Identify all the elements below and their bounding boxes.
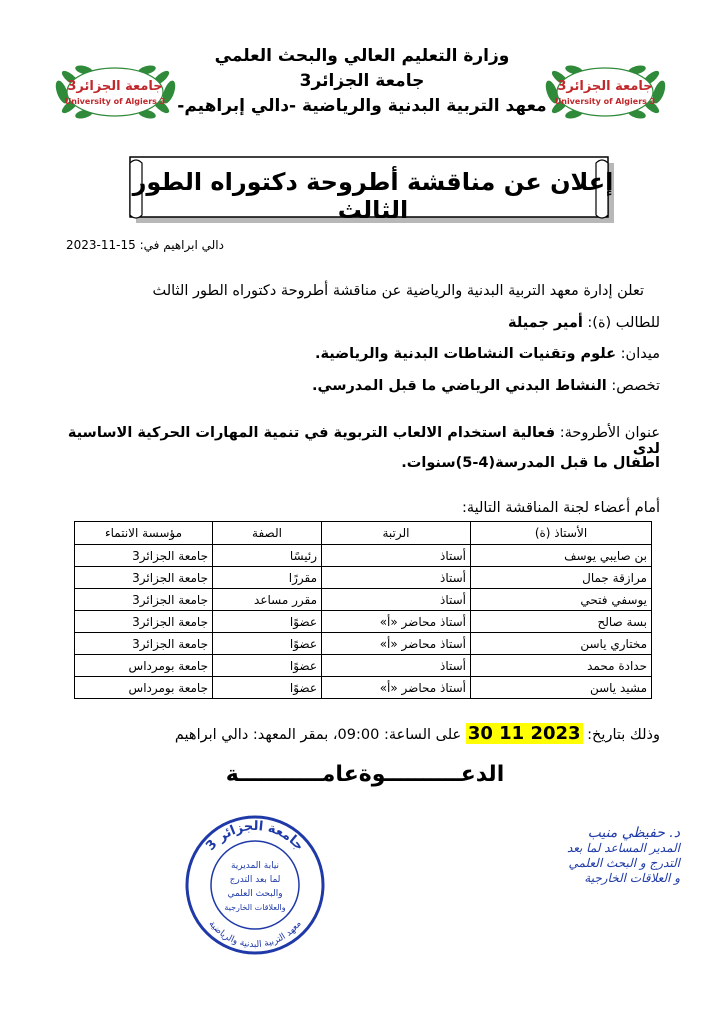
- signature-name: د. حفيظي منيب: [587, 825, 680, 841]
- thesis-title-1: فعالية استخدام الالعاب التربوية في تنمية المهارات الحركية الاساسية لدى: [67, 425, 660, 457]
- cell-institution: جامعة الجزائر3: [75, 611, 213, 633]
- cell-role: رئيسًا: [213, 545, 322, 567]
- stamp-inner-2: لما بعد التدرج: [229, 875, 281, 885]
- jury-table: [74, 521, 652, 699]
- cell-name: مشيد ياسن: [471, 677, 652, 699]
- university-title: جامعة الجزائر3: [299, 71, 425, 91]
- table-row: [75, 611, 652, 633]
- cell-name: بن صايبي يوسف: [471, 545, 652, 567]
- signature-line-1: المدير المساعد لما بعد: [566, 841, 680, 855]
- logo-text-en: University of Algiers 3: [64, 97, 166, 106]
- institute-title: معهد التربية البدنية والرياضية -دالي إبراهيم-: [177, 96, 547, 116]
- thesis-line-2: [60, 455, 660, 471]
- logo-text-ar: جامعة الجزائر3: [67, 79, 163, 94]
- thesis-title-2: اطفال ما قبل المدرسة(4-5)سنوات.: [401, 455, 660, 471]
- table-row: [75, 677, 652, 699]
- cell-role: عضوًا: [213, 655, 322, 677]
- stamp-outer-text: جامعة الجزائر 3: [203, 818, 307, 854]
- cell-role: عضوًا: [213, 611, 322, 633]
- svg-text:جامعة الجزائر 3: [203, 819, 306, 854]
- signature-line-2: التدرج و البحث العلمي: [568, 856, 680, 870]
- student-label: للطالب (ة):: [587, 315, 660, 331]
- specialty-line: [40, 378, 660, 394]
- signature-line-3: و العلاقات الخارجية: [584, 871, 680, 885]
- field-line: [40, 346, 660, 362]
- schedule-line: [40, 723, 660, 744]
- table-row: [75, 589, 652, 611]
- ministry-title: وزارة التعليم العالي والبحث العلمي: [214, 46, 510, 66]
- cell-role: مقرر مساعد: [213, 589, 322, 611]
- announcement-date: دالي ابراهيم في: 15-11-2023: [66, 238, 224, 252]
- cell-name: بسة صالح: [471, 611, 652, 633]
- cell-institution: جامعة الجزائر3: [75, 589, 213, 611]
- header-institution: مؤسسة الانتماء: [75, 522, 213, 545]
- table-row: [75, 633, 652, 655]
- cell-name: مختاري ياسن: [471, 633, 652, 655]
- cell-institution: جامعة الجزائر3: [75, 633, 213, 655]
- field-value: علوم وتقنيات النشاطات البدنية والرياضية.: [314, 346, 617, 362]
- cell-name: مرازقة جمال: [471, 567, 652, 589]
- stamp-inner-1: نيابة المديرية: [230, 861, 280, 871]
- cell-role: عضوًا: [213, 677, 322, 699]
- public-invitation: الدعــــــــــوةعامـــــــــــة: [225, 762, 505, 787]
- cell-name: يوسفي فتحي: [471, 589, 652, 611]
- cell-name: حدادة محمد: [471, 655, 652, 677]
- announcement-title: إعلان عن مناقشة أطروحة دكتوراه الطور الثالث: [132, 168, 614, 224]
- intro-text: تعلن إدارة معهد التربية البدنية والرياضية عن مناقشة أطروحة دكتوراه الطور الثالث: [152, 283, 644, 299]
- field-label: ميدان:: [620, 346, 660, 362]
- thesis-line-1: [40, 425, 660, 457]
- schedule-prefix: وذلك بتاريخ:: [587, 727, 660, 743]
- signature-block: [450, 826, 680, 886]
- defense-date: 30 11 2023: [467, 723, 581, 744]
- cell-institution: جامعة الجزائر3: [75, 567, 213, 589]
- specialty-value: النشاط البدني الرياضي ما قبل المدرسي.: [312, 378, 607, 394]
- stamp-inner-4: والعلاقات الخارجية: [224, 903, 286, 912]
- thesis-label: عنوان الأطروحة:: [559, 425, 660, 441]
- cell-role: مقررًا: [213, 567, 322, 589]
- student-name: أمير جميلة: [508, 315, 583, 331]
- table-row: [75, 567, 652, 589]
- cell-rank: أستاذ: [322, 567, 471, 589]
- stamp-bottom-text: معهد التربية البدنية والرياضية: [206, 919, 304, 951]
- logo-text-en: University of Algiers 3: [554, 97, 656, 106]
- official-stamp: [180, 810, 330, 960]
- cell-rank: أستاذ: [322, 655, 471, 677]
- table-row: [75, 655, 652, 677]
- cell-role: عضوًا: [213, 633, 322, 655]
- cell-rank: أستاذ: [322, 589, 471, 611]
- university-logo-right: [538, 60, 673, 124]
- committee-label: أمام أعضاء لجنة المناقشة التالية:: [461, 500, 660, 516]
- header-role: الصفة: [213, 522, 322, 545]
- schedule-time: على الساعة: 09:00، بمقر المعهد: دالي ابراهيم: [174, 727, 462, 743]
- cell-rank: أستاذ محاضر «أ»: [322, 611, 471, 633]
- cell-institution: جامعة بومرداس: [75, 655, 213, 677]
- cell-rank: أستاذ: [322, 545, 471, 567]
- stamp-inner-3: والبحث العلمي: [227, 889, 283, 899]
- student-line: [40, 315, 660, 331]
- logo-text-ar: جامعة الجزائر3: [557, 79, 653, 94]
- header-rank: الرتبة: [322, 522, 471, 545]
- cell-institution: جامعة الجزائر3: [75, 545, 213, 567]
- cell-rank: أستاذ محاضر «أ»: [322, 677, 471, 699]
- university-logo-left: [48, 60, 183, 124]
- table-header-row: [75, 522, 652, 545]
- table-row: [75, 545, 652, 567]
- cell-rank: أستاذ محاضر «أ»: [322, 633, 471, 655]
- header-professor: الأستاذ (ة): [471, 522, 652, 545]
- specialty-label: تخصص:: [611, 378, 660, 394]
- cell-institution: جامعة بومرداس: [75, 677, 213, 699]
